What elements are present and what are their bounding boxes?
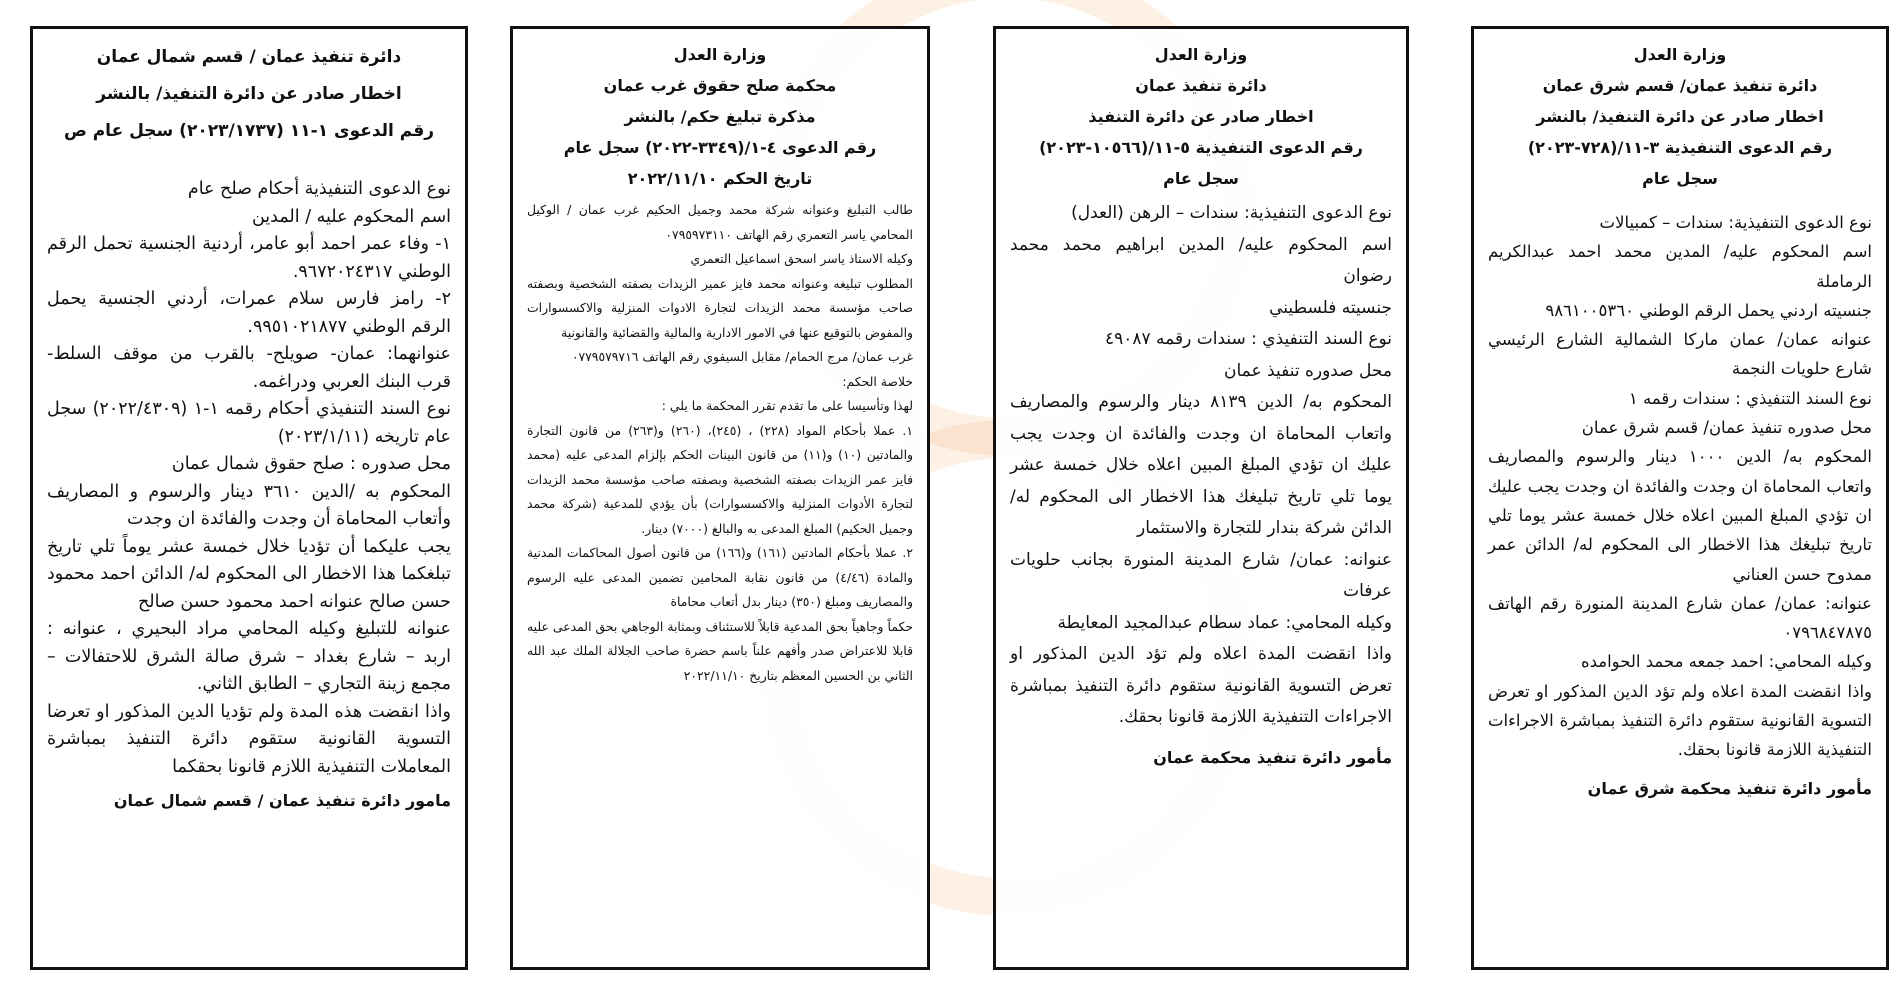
body-paragraph: نوع الدعوى التنفيذية: سندات – الرهن (العدل) xyxy=(1071,203,1392,223)
body-paragraph: اسم المحكوم عليه/ المدين محمد احمد عبدالكريم الرماملة xyxy=(1488,242,1872,291)
body-paragraph: عنوانه: عمان/ عمان شارع المدينة المنورة رقم الهاتف ٠٧٩٦٨٤٧٨٧٥ xyxy=(1488,593,1872,643)
body-paragraph: خلاصة الحكم: xyxy=(842,373,913,389)
body-paragraph: غرب عمان/ مرج الحمام/ مقابل السيفوي رقم الهاتف ٠٧٧٩٥٧٩٧١٦ xyxy=(571,349,913,364)
body-paragraph: المحكوم به/ الدين ١٠٠٠ دينار والرسوم والمصاريف واتعاب المحاماة ان وجدت والفائدة ان وجدت يجب عليك ان تؤدي المبلغ المبين اعلاه خلال خمسة عشر يوما تلي تاريخ تبليغك هذا الاخطار الى المحكوم له/ الدائن عمر ممدوح حسن العناني xyxy=(1488,447,1873,584)
header-line: دائرة تنفيذ عمان/ قسم شرق عمان xyxy=(1542,76,1818,95)
notice-header xyxy=(1010,39,1392,194)
header-line: اخطار صادر عن دائرة التنفيذ/ بالنشر xyxy=(96,84,402,104)
notice-body xyxy=(1488,208,1872,765)
body-paragraph: نوع السند التنفيذي : سندات رقمه ٤٩٠٨٧ xyxy=(1104,329,1392,349)
body-paragraph: حكماً وجاهياً بحق المدعية قابلاً للاستئناف وبمثابة الوجاهي بحق المدعى عليه قابلا للاعتراض صدر وأفهم علناً باسم حضرة صاحب الجلالة الملك عبد الله الثاني بن الحسين المعظم بتاريخ ٢٠٢٢/١١/١٠ xyxy=(527,618,913,683)
header-line: مذكرة تبليغ حكم/ بالنشر xyxy=(624,107,816,126)
header-line: اخطار صادر عن دائرة التنفيذ xyxy=(1088,107,1314,126)
notice-amman-execution xyxy=(993,26,1409,970)
body-paragraph: اسم المحكوم عليه / المدين xyxy=(251,206,451,227)
notice-header xyxy=(1488,39,1872,194)
header-line: دائرة تنفيذ عمان / قسم شمال عمان xyxy=(96,47,402,67)
header-line: رقم الدعوى ١-١١ (٢٠٢٣/١٧٣٧) سجل عام ص xyxy=(63,121,435,141)
body-paragraph: المحكوم به /الدين ٣٦١٠ دينار والرسوم و المصاريف وأتعاب المحاماة أن وجدت والفائدة ان وجدت xyxy=(47,481,451,529)
notice-body xyxy=(527,198,913,688)
body-paragraph: نوع السند التنفيذي : سندات رقمه ١ xyxy=(1628,388,1872,408)
header-line: تاريخ الحكم ٢٠٢٢/١١/١٠ xyxy=(627,169,813,188)
body-paragraph: واذا انقضت المدة اعلاه ولم تؤد الدين المذكور او تعرض التسوية القانونية ستقوم دائرة التنفيذ بمباشرة الاجراءات التنفيذية اللازمة قانونا بحقك. xyxy=(1488,681,1872,760)
notice-header xyxy=(527,39,913,194)
body-paragraph: وكيله المحامي: احمد جمعه محمد الحوامده xyxy=(1580,652,1872,672)
body-paragraph: ٢- رامز فارس سلام عمرات، أردني الجنسية يحمل الرقم الوطني ٩٩٥١٠٢١٨٧٧. xyxy=(47,289,451,337)
notice-west-amman-court xyxy=(510,26,930,970)
body-paragraph: لهذا وتأسيسا على ما تقدم تقرر المحكمة ما يلي : xyxy=(661,398,913,413)
header-line: دائرة تنفيذ عمان xyxy=(1135,76,1267,95)
notice-signature: مأمور دائرة تنفيذ محكمة عمان xyxy=(1153,747,1392,767)
body-paragraph: واذا انقضت المدة اعلاه ولم تؤد الدين المذكور او تعرض التسوية القانونية ستقوم دائرة التنفيذ بمباشرة الاجراءات التنفيذية اللازمة قانونا بحقك. xyxy=(1010,644,1392,727)
body-paragraph: محل صدوره تنفيذ عمان xyxy=(1224,360,1392,381)
notice-signature: مامور دائرة تنفيذ عمان / قسم شمال عمان xyxy=(113,791,451,810)
body-paragraph: المطلوب تبليغه وعنوانه محمد فايز عمير الزيدات بصفته الشخصية وبصفته صاحب مؤسسة محمد الزيدات لتجارة الادوات المنزلية والاكسسوارات والمفوض بالتوقيع عنها في الامور الادارية والمالية والقضائية والقانونية xyxy=(527,275,913,340)
body-paragraph: المحكوم به/ الدين ٨١٣٩ دينار والرسوم والمصاريف واتعاب المحاماة ان وجدت والفائدة ان وجدت يجب عليك ان تؤدي المبلغ المبين اعلاه خلال خمسة عشر يوما تلي تاريخ تبليغك هذا الاخطار الى المحكوم له/ الدائن شركة بندار للتجارة والاستثمار xyxy=(1010,392,1393,538)
body-paragraph: نوع السند التنفيذي أحكام رقمه ١-١ (٢٠٢٢/٤٣٠٩) سجل عام تاريخه (٢٠٢٣/١/١١) xyxy=(47,399,451,447)
body-paragraph: عنوانهما: عمان- صويلح- بالقرب من موقف السلط- قرب البنك العربي ودراغمه. xyxy=(47,344,451,392)
body-paragraph: ٢. عملا بأحكام المادتين (١٦١) و(١٦٦) من قانون أصول المحاكمات المدنية والمادة (٤/٤٦) من قانون نقابة المحامين تضمين المدعى عليه الرسوم والمصاريف ومبلغ (٣٥٠) دينار بدل أتعاب محاماة xyxy=(527,545,913,609)
header-line: رقم الدعوى التنفيذية ٣-١١/(٧٢٨-٢٠٢٣) xyxy=(1527,138,1833,157)
body-paragraph: واذا انقضت هذه المدة ولم تؤديا الدين المذكور او تعرضا التسوية القانونية ستقوم دائرة التنفيذ بمباشرة المعاملات التنفيذية اللازم قانونا بحقكما xyxy=(47,701,451,777)
notice-signature: مأمور دائرة تنفيذ محكمة شرق عمان xyxy=(1587,778,1872,798)
body-paragraph: اسم المحكوم عليه/ المدين ابراهيم محمد محمد رضوان xyxy=(1010,234,1392,286)
body-paragraph: نوع الدعوى التنفيذية: سندات – كمبيالات xyxy=(1599,213,1872,232)
notice-body xyxy=(1010,198,1392,734)
body-paragraph: جنسيته فلسطيني xyxy=(1269,297,1392,318)
notice-header xyxy=(47,39,451,150)
body-paragraph: يجب عليكما أن تؤديا خلال خمسة عشر يوماً تلي تاريخ تبلغكما هذا الاخطار الى المحكوم له/ الدائن احمد محمود حسن صالح عنوانه احمد محمود حسن صالح xyxy=(47,536,451,612)
notice-north-amman xyxy=(30,26,468,970)
header-line: وزارة العدل xyxy=(1633,45,1727,64)
header-line: محكمة صلح حقوق غرب عمان xyxy=(603,76,837,95)
header-line: سجل عام xyxy=(1642,169,1718,188)
body-paragraph: محل صدوره : صلح حقوق شمال عمان xyxy=(171,454,451,474)
body-paragraph: نوع الدعوى التنفيذية أحكام صلح عام xyxy=(187,179,451,199)
header-line: رقم الدعوى التنفيذية ٥-١١/(١٠٥٦٦-٢٠٢٣) xyxy=(1039,138,1363,157)
body-paragraph: محل صدوره تنفيذ عمان/ قسم شرق عمان xyxy=(1581,418,1872,438)
header-line: اخطار صادر عن دائرة التنفيذ/ بالنشر xyxy=(1536,107,1824,126)
body-paragraph: جنسيته اردني يحمل الرقم الوطني ٩٨٦١٠٠٥٣٦٠ xyxy=(1545,300,1872,320)
body-paragraph: ١. عملا بأحكام المواد (٢٢٨) ، (٢٤٥)، (٢٦٠) و(٢٦٣) من قانون التجارة والمادتين (١٠) و(١١) من قانون البينات الحكم بإلزام المدعى عليه (محمد فايز عمر الزيدات بصفته الشخصية وبصفته صاحب مؤسسة محمد الزيدات لتجارة الأدوات المنزلية والاكسسوارات) بأن يؤدي للمدعية (شركة محمد وجميل الحكيم) المبلغ المدعى به والبالغ (٧٠٠٠) دينار. xyxy=(527,422,913,536)
header-line: وزارة العدل xyxy=(1154,45,1248,64)
header-line: سجل عام xyxy=(1163,169,1239,188)
header-line: وزارة العدل xyxy=(673,45,767,64)
body-paragraph: وكيله المحامي: عماد سطام عبدالمجيد المعايطة xyxy=(1057,612,1392,633)
body-paragraph: عنوانه: عمان/ شارع المدينة المنورة بجانب حلويات عرفات xyxy=(1010,549,1392,601)
notice-body xyxy=(47,176,451,781)
header-line: رقم الدعوى ٤-١/(٣٣٤٩-٢٠٢٢) سجل عام xyxy=(563,138,877,157)
notice-east-amman xyxy=(1471,26,1889,970)
body-paragraph: طالب التبليغ وعنوانه شركة محمد وجميل الحكيم غرب عمان / الوكيل المحامي ياسر التعمري رقم الهاتف ٠٧٩٥٩٧٣١١٠ xyxy=(527,202,913,242)
body-paragraph: ١- وفاء عمر احمد أبو عامر، أردنية الجنسية تحمل الرقم الوطني ٩٦٧٢٠٢٤٣١٧. xyxy=(47,234,451,282)
body-paragraph: عنوانه للتبليغ وكيله المحامي مراد البحيري ، عنوانه : اربد – شارع بغداد – شرق صالة الشرق للاحتفالات – مجمع زينة التجاري – الطابق الثاني. xyxy=(47,619,451,694)
body-paragraph: عنوانه عمان/ عمان ماركا الشمالية الشارع الرئيسي شارع حلويات النجمة xyxy=(1488,330,1872,379)
body-paragraph: وكيله الاستاذ ياسر اسحق اسماعيل التعمري xyxy=(690,251,913,266)
